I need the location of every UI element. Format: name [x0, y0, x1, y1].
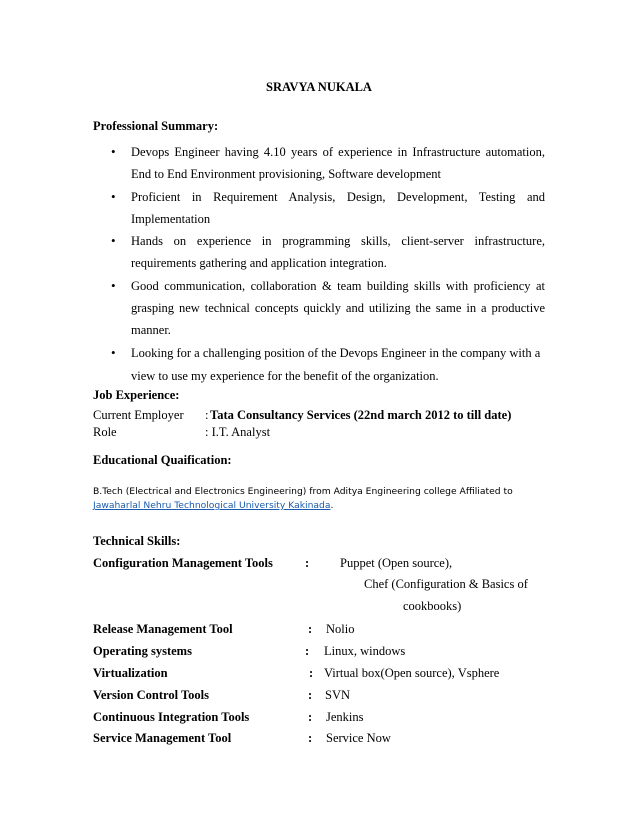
- skills-heading: Technical Skills:: [93, 534, 181, 548]
- skill-colon: :: [308, 688, 313, 702]
- skill-colon: :: [305, 556, 310, 570]
- skill-label: Virtualization: [93, 666, 168, 680]
- skill-label: Version Control Tools: [93, 688, 210, 702]
- summary-item: • Devops Engineer having 4.10 years of experience in Infrastructure automation, End to End Environment provisioning, Software development: [111, 141, 545, 186]
- resume-name: SRAVYA NUKALA: [266, 80, 372, 94]
- skill-colon: :: [308, 710, 313, 724]
- role-label: Role: [93, 425, 117, 439]
- summary-continuation: view to use my experience for the benefit of the organization.: [131, 369, 439, 383]
- skill-row: [93, 662, 563, 684]
- education-heading: Educational Quaification:: [93, 453, 232, 467]
- summary-list: [111, 141, 545, 364]
- education-degree: B.Tech (Electrical and Electronics Engineering) from Aditya Engineering college Affiliated to: [93, 486, 513, 497]
- skill-value: Service Now: [326, 731, 391, 745]
- skill-row-config: [93, 552, 563, 574]
- job-heading: Job Experience:: [93, 388, 180, 402]
- skill-colon: :: [308, 622, 313, 636]
- skill-row: [93, 684, 563, 706]
- skill-value: Puppet (Open source),: [340, 556, 453, 570]
- skill-row: [93, 618, 563, 640]
- skill-value: Jenkins: [326, 710, 364, 724]
- summary-item: • Good communication, collaboration & team building skills with proficiency at grasping new technical concepts quickly and utilizing the same in a productive manner.: [111, 275, 545, 342]
- skill-value-cont: cookbooks): [403, 599, 462, 613]
- summary-item: • Proficient in Requirement Analysis, Design, Development, Testing and Implementation: [111, 186, 545, 231]
- skill-label: Continuous Integration Tools: [93, 710, 250, 724]
- skill-label: Configuration Management Tools: [93, 556, 273, 570]
- skill-value: Nolio: [326, 622, 355, 636]
- skill-row: [93, 640, 563, 662]
- education-suffix: .: [330, 500, 334, 511]
- education-text: [93, 485, 553, 513]
- skill-colon: :: [305, 644, 310, 658]
- skill-colon: :: [308, 731, 313, 745]
- employer-label: Current Employer: [93, 408, 184, 422]
- skill-value: Linux, windows: [324, 644, 406, 658]
- skill-value: Virtual box(Open source), Vsphere: [324, 666, 500, 680]
- skill-value: SVN: [325, 688, 351, 702]
- skill-row: [93, 727, 563, 749]
- summary-item: • Looking for a challenging position of the Devops Engineer in the company with a: [111, 342, 545, 364]
- university-link[interactable]: Jawaharlal Nehru Technological University Kakinada: [93, 500, 331, 511]
- skill-value-cont: Chef (Configuration & Basics of: [364, 577, 528, 591]
- skill-row: [93, 706, 563, 728]
- skill-colon: :: [309, 666, 314, 680]
- skill-label: Operating systems: [93, 644, 192, 658]
- role-value: : I.T. Analyst: [205, 425, 271, 439]
- employer-value: Tata Consultancy Services (22nd march 2012 to till date): [210, 408, 512, 422]
- summary-item: • Hands on experience in programming skills, client-server infrastructure, requirements gathering and application integration.: [111, 230, 545, 275]
- summary-heading: Professional Summary:: [93, 119, 219, 133]
- skill-label: Release Management Tool: [93, 622, 233, 636]
- skill-label: Service Management Tool: [93, 731, 232, 745]
- employer-separator: :: [205, 408, 209, 422]
